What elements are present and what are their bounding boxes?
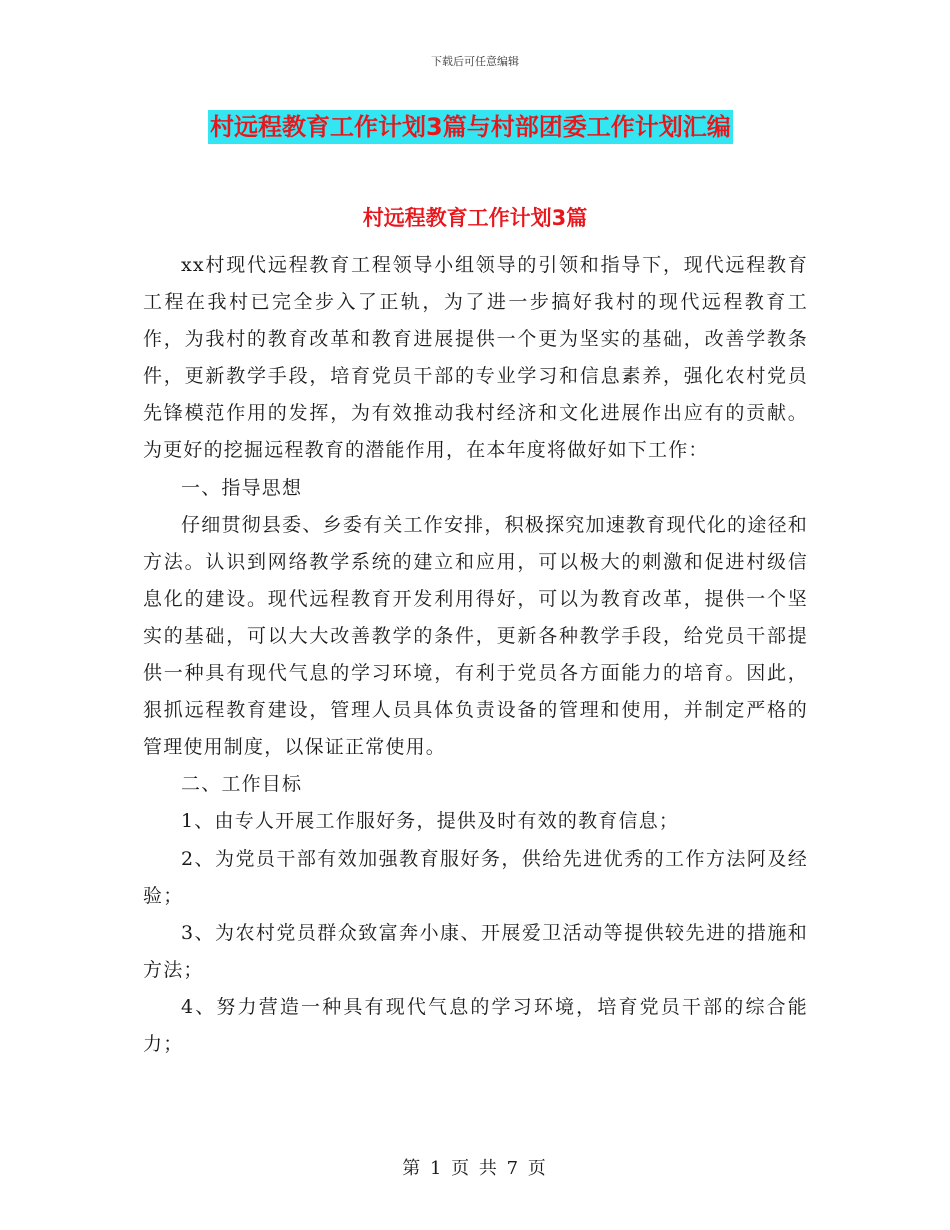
page-number: 第 1 页 共 7 页: [402, 1158, 548, 1179]
goal-item: 3、为农村党员群众致富奔小康、开展爱卫活动等提供较先进的措施和方法；: [143, 921, 808, 981]
heading-work-goals: 二、工作目标: [181, 773, 303, 796]
intro-paragraph: xx村现代远程教育工程领导小组领导的引领和指导下，现代远程教育工程在我村已完全步入了正轨，为了进一步搞好我村的现代远程教育工作，为我村的教育改革和教育进展提供一个更为坚实的基础，改善学教条件，更新教学手段，培育党员干部的专业学习和信息素养，强化农村党员先锋模范作用的发挥，为有效推动我村经济和文化进展作出应有的贡献。为更好的挖掘远程教育的潜能作用，在本年度将做好如下工作：: [143, 254, 808, 462]
header-note: 下载后可任意编辑: [431, 55, 519, 68]
document-body: [143, 247, 808, 1063]
guiding-ideology-paragraph: 仔细贯彻县委、乡委有关工作安排，积极探究加速教育现代化的途径和方法。认识到网络教学系统的建立和应用，可以极大的刺激和促进村级信息化的建设。现代远程教育开发利用得好，可以为教育改革，提供一个坚实的基础，可以大大改善教学的条件，更新各种教学手段，给党员干部提供一种具有现代气息的学习环境，有利于党员各方面能力的培育。因此，狠抓远程教育建设，管理人员具体负责设备的管理和使用，并制定严格的管理使用制度，以保证正常使用。: [143, 513, 808, 759]
goal-item: 2、为党员干部有效加强教育服好务，供给先进优秀的工作方法阿及经验；: [143, 847, 808, 907]
goal-item: 1、由专人开展工作服好务，提供及时有效的教育信息；: [181, 810, 680, 833]
document-title: 村远程教育工作计划3篇与村部团委工作计划汇编: [208, 110, 733, 144]
section-title: 村远程教育工作计划3篇: [362, 206, 588, 230]
heading-guiding-ideology: 一、指导思想: [181, 476, 303, 499]
goal-item: 4、努力营造一种具有现代气息的学习环境，培育党员干部的综合能力；: [143, 995, 808, 1055]
